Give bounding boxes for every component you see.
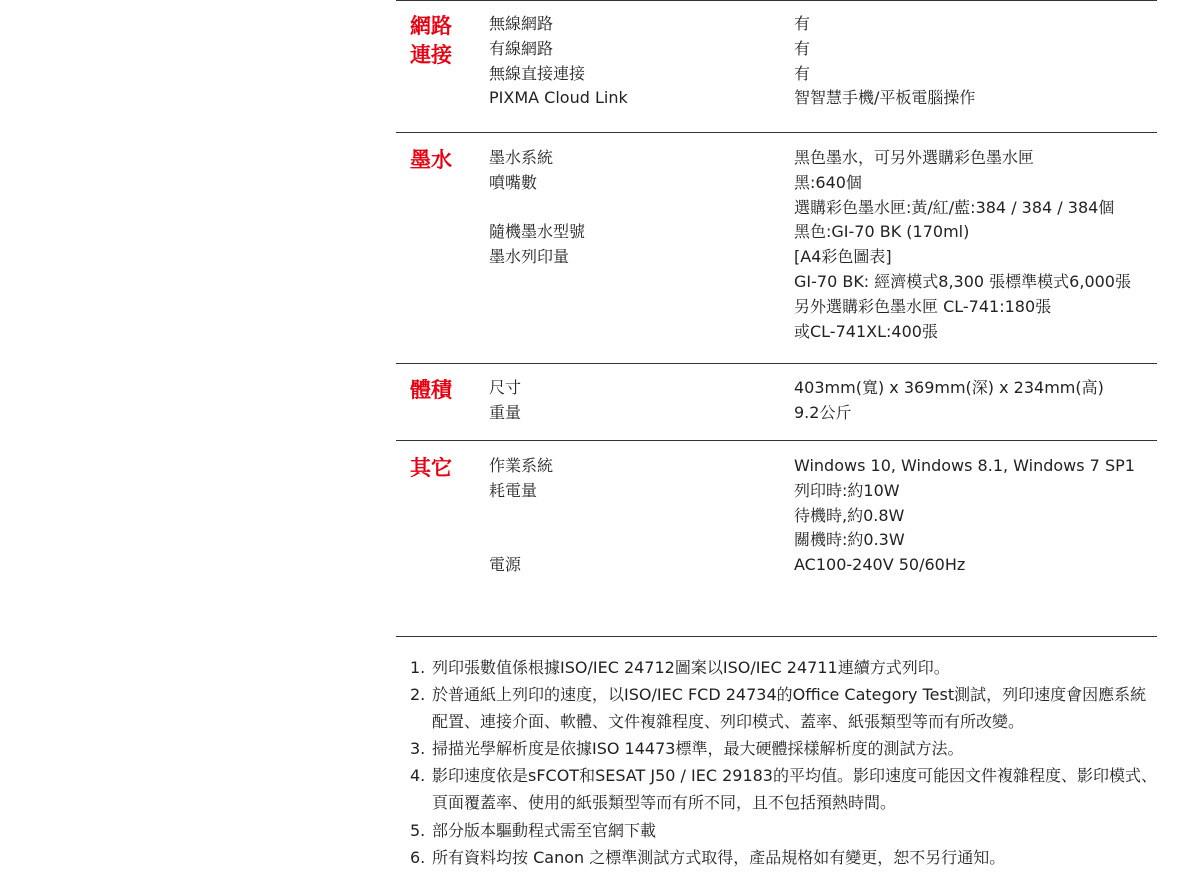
divider (396, 440, 1157, 441)
spec-label: 重量 (489, 402, 522, 422)
spec-values (794, 146, 1131, 344)
footnote-number: 4. (410, 766, 426, 786)
spec-values (794, 454, 1135, 578)
footnote-item (410, 735, 1160, 762)
spec-label (489, 196, 585, 221)
spec-label: 噴嘴數 (489, 172, 538, 192)
spec-value: 選購彩色墨水匣:黃/紅/藍:384 / 384 / 384個 (794, 197, 1115, 217)
spec-label: 墨水列印量 (489, 247, 570, 267)
category-other: 其它 (410, 456, 452, 480)
spec-value: 關機時:約0.3W (794, 530, 905, 550)
footnote-item (410, 654, 1160, 681)
footnote-number: 2. (410, 685, 426, 705)
category-ink: 墨水 (410, 148, 452, 172)
spec-label: 墨水系統 (489, 148, 554, 167)
category-network: 網路 連接 (410, 14, 452, 67)
spec-labels (489, 376, 521, 426)
spec-label: 有線網路 (489, 38, 554, 58)
spec-value: 待機時,約0.8W (794, 505, 905, 525)
spec-label: 無線網路 (489, 14, 554, 33)
spec-values (794, 376, 1104, 426)
spec-value: 黑色:GI-70 BK (170ml) (794, 222, 970, 242)
spec-label: 耗電量 (489, 480, 538, 500)
footnote-item (410, 762, 1160, 816)
divider-notes (396, 636, 1157, 637)
spec-value: AC100-240V 50/60Hz (794, 555, 966, 575)
footnote-item (410, 844, 1160, 871)
spec-values (794, 12, 975, 111)
spec-value: Windows 10, Windows 8.1, Windows 7 SP1 (794, 456, 1135, 475)
footnote-text: 列印張數值係根據ISO/IEC 24712圖案以ISO/IEC 24711連續方式列印。 (432, 658, 950, 677)
spec-value: 403mm(寬) x 369mm(深) x 234mm(高) (794, 378, 1104, 397)
spec-labels (489, 12, 628, 111)
footnote-text: 影印速度依是sFCOT和SESAT J50 / IEC 29183的平均值。影印速度可能因文件複雜程度、影印模式、頁面覆蓋率、使用的紙張類型等而有所不同，且不包括預熱時間。 (432, 766, 1157, 813)
footnotes-list (410, 654, 1160, 871)
spec-value: GI-70 BK: 經濟模式8,300 張標準模式6,000張 (794, 271, 1131, 291)
footnote-number: 6. (410, 847, 426, 867)
footnote-number: 3. (410, 739, 426, 759)
spec-label: 隨機墨水型號 (489, 222, 586, 242)
footnote-item (410, 681, 1160, 735)
footnote-text: 所有資料均按 Canon 之標準測試方式取得，產品規格如有變更，恕不另行通知。 (432, 847, 1006, 867)
footnote-item (410, 817, 1160, 844)
spec-value: 另外選購彩色墨水匣 CL-741:180張 (794, 296, 1052, 316)
spec-labels (489, 146, 585, 270)
spec-value: 智智慧手機/平板電腦操作 (794, 88, 976, 108)
spec-label: 無線直接連接 (489, 63, 586, 83)
spec-value: 有 (794, 63, 811, 83)
spec-label: PIXMA Cloud Link (489, 88, 628, 108)
spec-label (489, 528, 553, 553)
spec-labels (489, 454, 553, 578)
spec-value: 黑:640個 (794, 172, 862, 192)
spec-value: 或CL-741XL:400張 (794, 321, 938, 341)
divider (396, 363, 1157, 364)
spec-value: 有 (794, 14, 811, 33)
footnote-text: 於普通紙上列印的速度，以ISO/IEC FCD 24734的Office Category Test測試，列印速度會因應系統配置、連接介面、軟體、文件複雜程度、列印模式、蓋率、紙張類型等而有所改變。 (432, 685, 1147, 732)
spec-value: 9.2公斤 (794, 402, 852, 422)
spec-label: 作業系統 (489, 456, 554, 475)
spec-value: 有 (794, 38, 811, 58)
category-dimensions: 體積 (410, 378, 452, 402)
divider-top (396, 0, 1157, 1)
spec-value: 黑色墨水，可另外選購彩色墨水匣 (794, 148, 1035, 167)
footnote-text: 掃描光學解析度是依據ISO 14473標準，最大硬體採樣解析度的測試方法。 (432, 739, 964, 759)
footnote-number: 1. (410, 658, 426, 677)
spec-value: [A4彩色圖表] (794, 247, 892, 267)
spec-label: 尺寸 (489, 378, 522, 397)
footnote-number: 5. (410, 820, 426, 840)
footnote-text: 部分版本驅動程式需至官網下載 (432, 820, 657, 840)
spec-label (489, 504, 553, 529)
divider (396, 132, 1157, 133)
spec-value: 列印時:約10W (794, 480, 900, 500)
spec-label: 電源 (489, 555, 522, 575)
